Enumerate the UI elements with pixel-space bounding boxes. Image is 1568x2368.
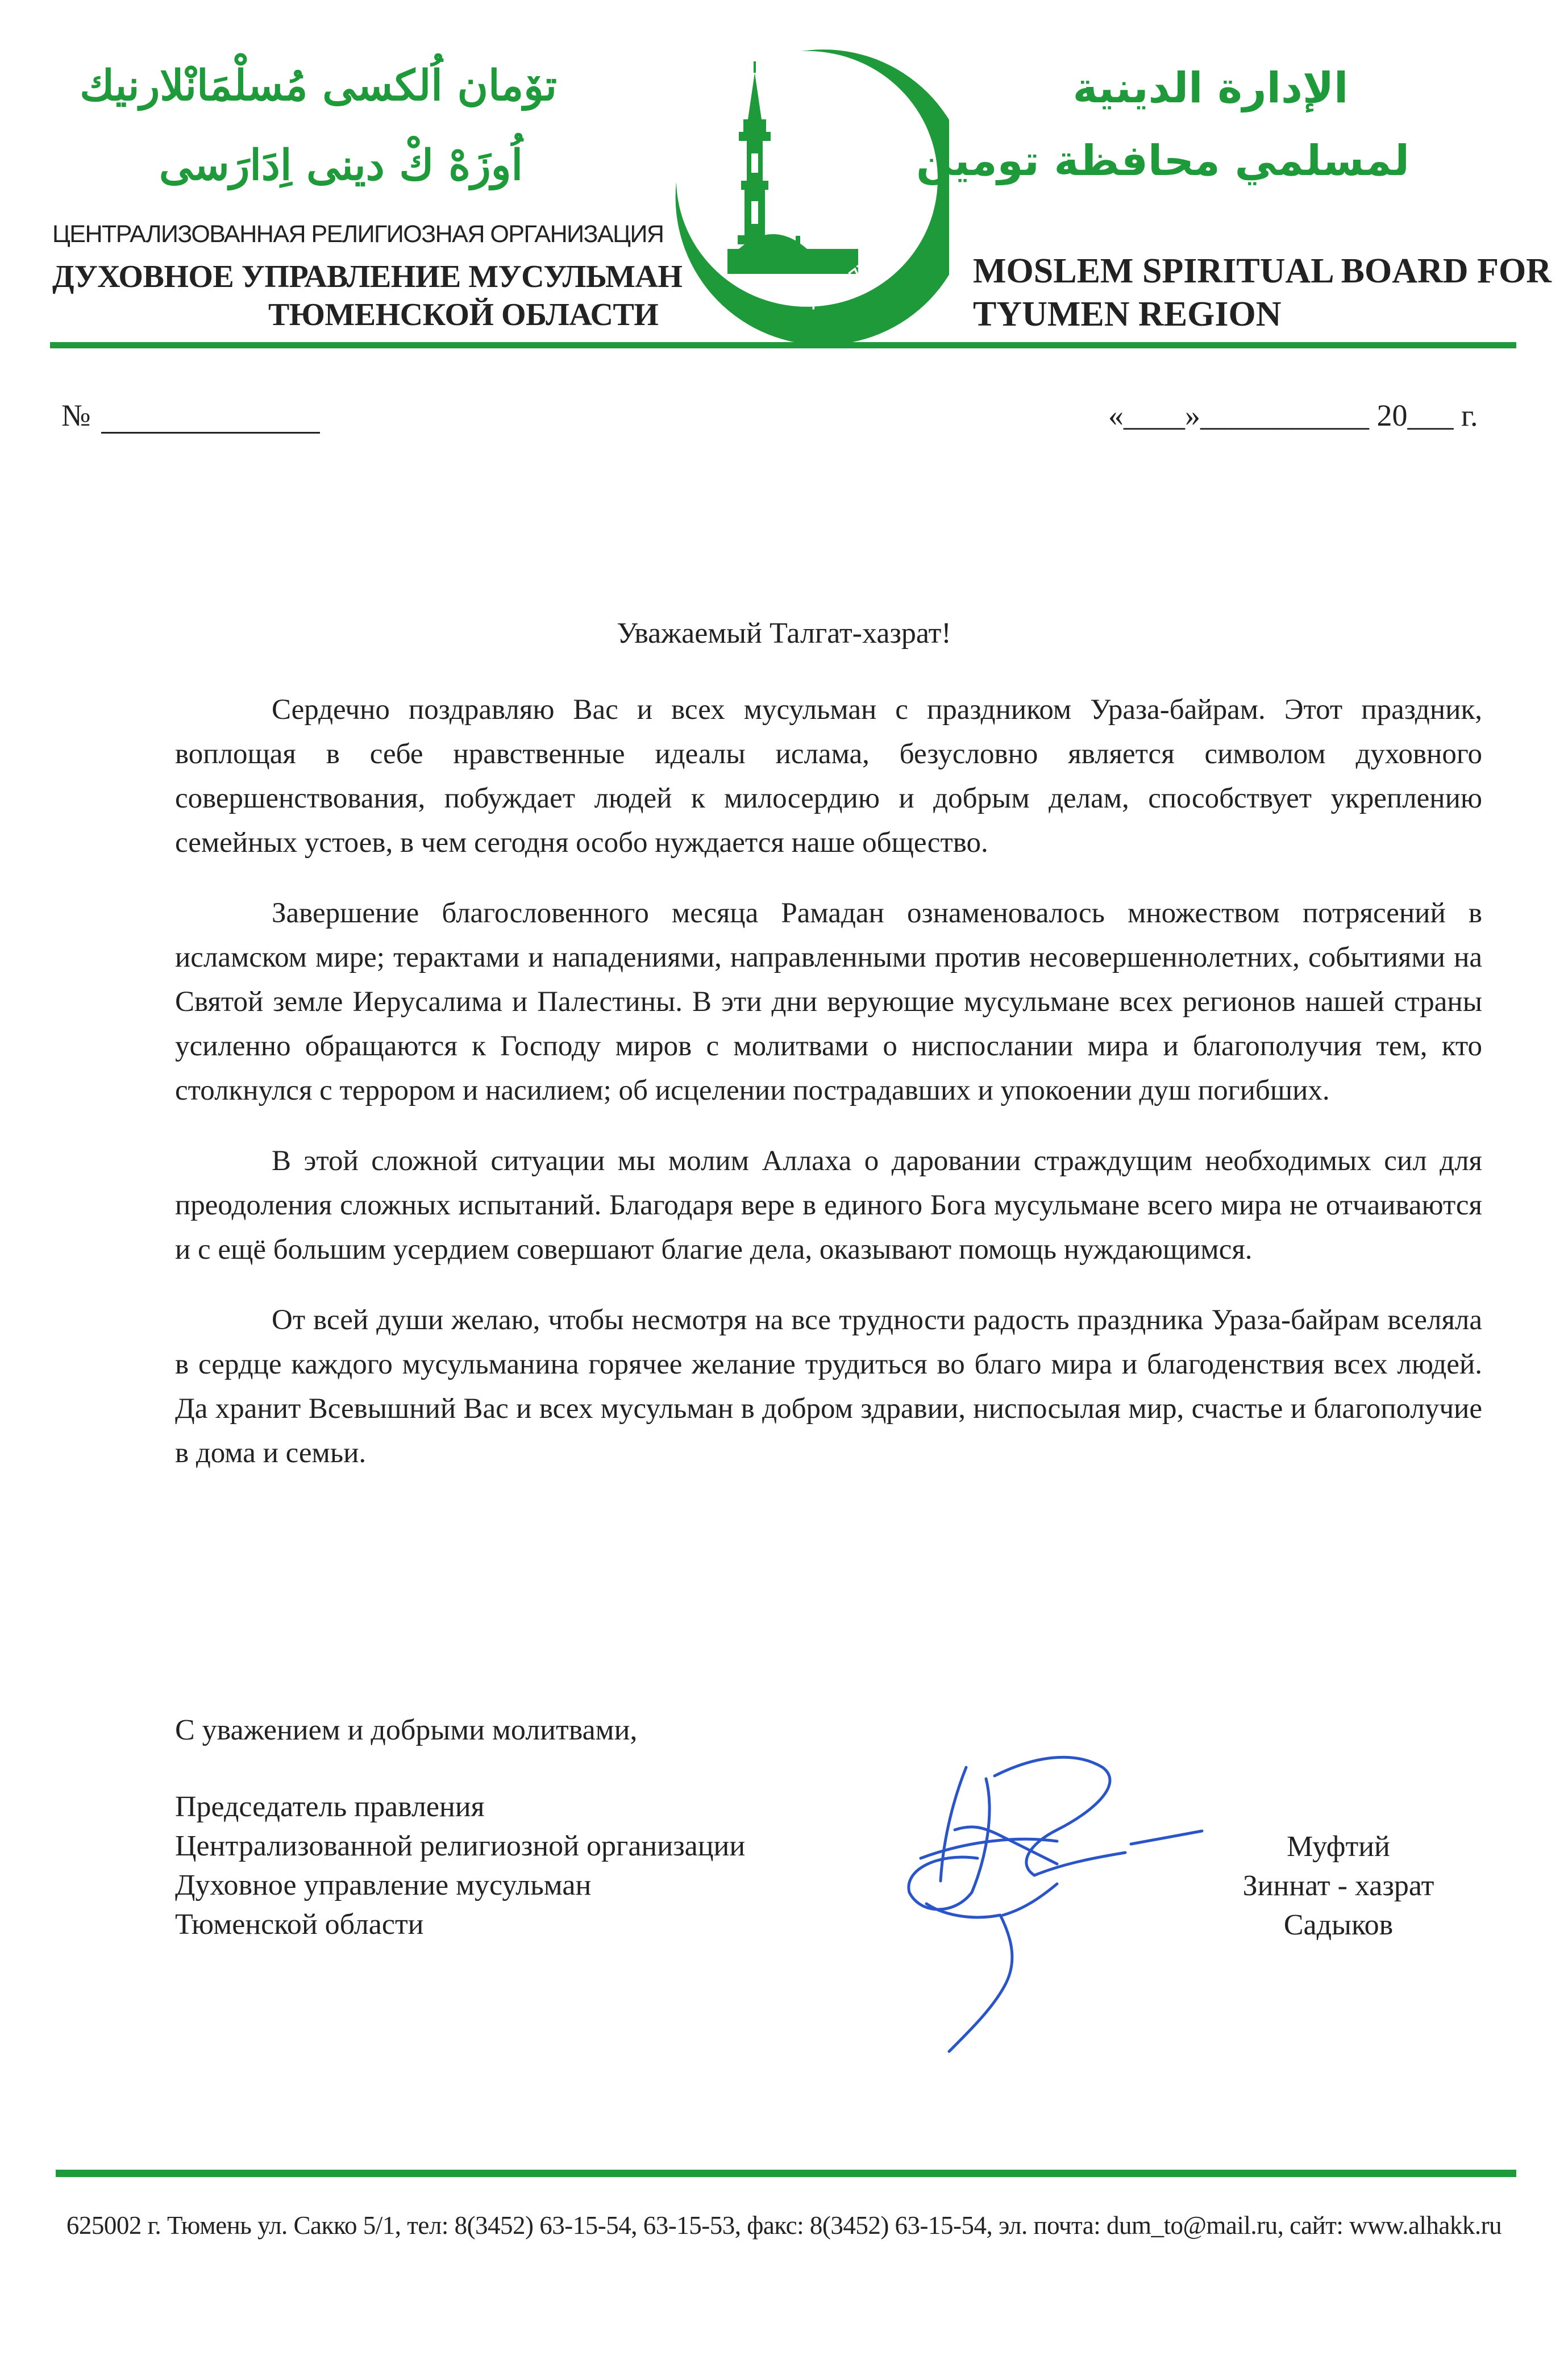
org-name-line2: ТЮМЕНСКОЙ ОБЛАСТИ: [268, 297, 659, 332]
letter-paragraph: От всей души желаю, чтобы несмотря на все трудности радость праздника Ураза-байрам вселяла в сердце каждого мусульманина горячее желание трудиться во благо мира и благоденствия всех людей. Да хранит Всевышний Вас и всех мусульман в добром здравии, ниспосылая мир, счастье и благополучие в дома и семьи.: [175, 1304, 1482, 1469]
letter-closing: С уважением и добрыми молитвами,: [175, 1714, 638, 1746]
arabic-title-line1: الإدارة الدينية: [1072, 64, 1349, 113]
handwritten-signature: [887, 1745, 1205, 2063]
signatory-name-line: Садыков: [1283, 1909, 1394, 1941]
signatory-title-line: Централизованной религиозной организации: [175, 1830, 746, 1862]
arabic-title-line2: لمسلمي محافظة تومين: [916, 136, 1409, 185]
letter-number-label: [61, 398, 91, 433]
letter-paragraph: Завершение благословенного месяца Рамадан ознаменовалось множеством потрясений в исламском мире; терактами и нападениями, направленными против несовершеннолетних, событиями на Святой земле Иерусалима и Палестины. В эти дни верующие мусульмане всех регионов нашей страны усиленно обращаются к Господу миров с молитвами о ниспослании мира и благополучия тем, кто столкнулся с террором и насилием; об исцелении пострадавших и упокоении душ погибших.: [175, 897, 1482, 1106]
org-type-label: ЦЕНТРАЛИЗОВАННАЯ РЕЛИГИОЗНАЯ ОРГАНИЗАЦИЯ: [52, 220, 664, 248]
mosque-crescent-logo: [654, 40, 949, 347]
english-title-line1: MOSLEM SPIRITUAL BOARD FOR: [973, 252, 1552, 290]
signatory-title: [175, 1787, 745, 1944]
number-sign: №: [61, 398, 91, 432]
footer-divider: [56, 2170, 1516, 2177]
org-name-line1: ДУХОВНОЕ УПРАВЛЕНИЕ МУСУЛЬМАН: [52, 259, 683, 294]
signatory-name: [1219, 1827, 1458, 1945]
tatar-title-line1: تۆمان اُلكسی مُسلْمَانْلارنیك: [80, 61, 557, 110]
signatory-title-line: Председатель правления: [175, 1791, 485, 1823]
signatory-name-line: Муфтий: [1287, 1830, 1390, 1863]
footer-contacts: 625002 г. Тюмень ул. Сакко 5/1, тел: 8(3452) 63-15-54, 63-15-53, факс: 8(3452) 63-15-54, эл. почта: dum_to@mail.ru, сайт: www.alhakk.ru: [66, 2211, 1502, 2240]
signatory-title-line: Тюменской области: [175, 1908, 424, 1941]
tatar-title-line2: اُوزَهْ كْ دینی اِدَارَسی: [159, 141, 523, 190]
logo-text: ЦРО ДУМ ТО: [797, 213, 906, 313]
header-divider: [50, 342, 1516, 348]
salutation: Уважаемый Талгат-хазрат!: [617, 617, 951, 650]
letter-number-line: [101, 432, 320, 434]
letter-body: [175, 688, 1482, 1501]
letter-paragraph: Сердечно поздравляю Вас и всех мусульман с праздником Ураза-байрам. Этот праздник, воплощая в себе нравственные идеалы ислама, безусловно является символом духовного совершенствования, побуждает людей к милосердию и добрым делам, способствует укреплению семейных устоев, в чем сегодня особо нуждается наше общество.: [175, 694, 1482, 859]
english-title-line2: TYUMEN REGION: [973, 295, 1282, 334]
signatory-name-line: Зиннат - хазрат: [1242, 1870, 1434, 1902]
signatory-title-line: Духовное управление мусульман: [175, 1869, 592, 1901]
letter-paragraph: В этой сложной ситуации мы молим Аллаха о даровании страждущим необходимых сил для преодоления сложных испытаний. Благодаря вере в единого Бога мусульмане всего мира не отчаиваются и с ещё большим усердием совершают благие дела, оказывают помощь нуждающимся.: [175, 1145, 1482, 1266]
letter-date-field: «____»___________ 20___ г.: [1108, 398, 1478, 432]
